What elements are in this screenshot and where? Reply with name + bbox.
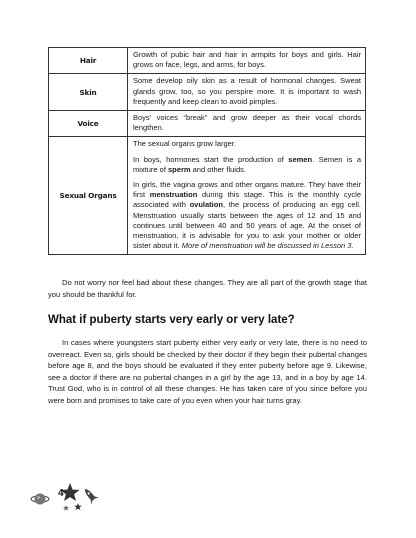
table-row [49,137,366,255]
text-run: The sexual organs grow larger. [133,139,236,149]
bold-term: ovulation [189,200,223,210]
description-paragraph [133,113,361,133]
bold-term: sperm [168,164,191,174]
description-paragraph [133,155,361,175]
table-row [49,48,366,74]
section-heading: What if puberty starts very early or very late? [48,314,295,326]
table-body [49,48,366,255]
description-paragraph [133,76,361,107]
table-row [49,74,366,111]
planet-icon [31,494,49,505]
puberty-changes-table [48,47,366,255]
text-run: . Semen is a mixture of [133,154,361,174]
text-run: during this stage. This is the monthly cycle associated with [133,190,361,210]
description-paragraph [133,180,361,251]
row-label: Skin [49,74,128,111]
row-label: Hair [49,48,128,74]
italic-note: More of menstruation will be discussed in Lesson 3. [181,241,354,251]
description-paragraph [133,139,361,149]
rocket-icon [81,486,99,505]
body-paragraph: In cases where youngsters start puberty either very early or very late, there is no need to overreact. Even so, girls should be checked by their doctor if they begin their pubertal changes before age 8, and the boys should be evaluated if they enter puberty before age 9. Likewise, see a doctor if there are no pubertal changes in a girl by the age 13, and in a boy by age 14. Trust God, who is in control of all these changes. He has taken care of you since before you were born and promises to take care of you even when your hair turns gray. [48,338,367,405]
text-run: Growth of pubic hair and hair in armpits for boys and girls. Hair grows on face, legs, and arms, for boys. [133,50,361,70]
closing-paragraph: Do not worry nor feel bad about these changes. They are all part of the growth stage that you should be thankful for. [48,278,367,299]
page-number: 4 [58,488,64,499]
text-run: and other fluids. [190,164,246,174]
description-paragraph [133,50,361,70]
bold-term: semen [288,154,313,164]
row-description [128,137,366,255]
text-run: In boys, hormones start the production of [133,154,289,164]
text-run: In girls, the vagina grows and other organs mature. They have their first [133,180,361,200]
bold-term: menstruation [149,190,198,200]
row-description [128,48,366,74]
row-description [128,111,366,137]
table-row [49,111,366,137]
text-run: Boys' voices “break” and grow deeper as their vocal chords lengthen. [133,113,361,133]
row-description [128,74,366,111]
text-run: Some develop oily skin as a result of hormonal changes. Sweat glands grow, too, so you perspire more. It is important to wash frequently and keep clean to avoid pimples. [133,76,361,106]
row-label: Voice [49,111,128,137]
footer-decoration [30,481,110,521]
text-run: , the process of producing an egg cell. Menstruation usually starts between the ages of 12 and 15 and continues until between 40 and 50 years of age. At the onset of menstruation, it is advisable for you to ask your mother or older sister about it. [133,200,361,251]
row-label: Sexual Organs [49,137,128,255]
